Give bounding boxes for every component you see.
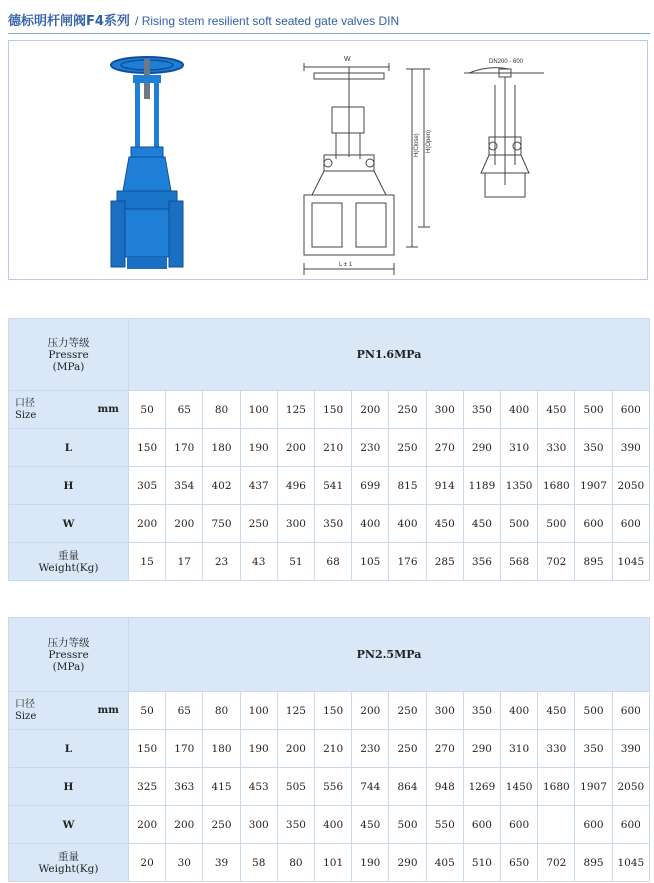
w-cell: 550: [426, 806, 463, 844]
size-cell: 65: [166, 391, 203, 429]
weight-cell: 30: [166, 844, 203, 882]
l-cell: 290: [463, 730, 500, 768]
weight-cell: 176: [389, 543, 426, 581]
h-cell: 914: [426, 467, 463, 505]
weight-cell: 23: [203, 543, 240, 581]
w-cell: 500: [389, 806, 426, 844]
w-cell: 450: [352, 806, 389, 844]
pressure-header-en: Pressre: [48, 648, 89, 661]
size-label-cn: 口径: [15, 397, 35, 409]
weight-cell: 68: [315, 543, 352, 581]
w-cell: 600: [575, 505, 612, 543]
w-cell: 400: [315, 806, 352, 844]
pressure-header-unit: (MPa): [52, 660, 85, 673]
spec-table-pn25: [8, 617, 650, 882]
w-cell: 400: [352, 505, 389, 543]
size-label-cell: [9, 391, 89, 429]
weight-cell: 80: [277, 844, 314, 882]
h-cell: 1189: [463, 467, 500, 505]
h-cell: 1907: [575, 768, 612, 806]
size-cell: 50: [129, 391, 166, 429]
l-cell: 390: [612, 730, 649, 768]
size-label-cn: 口径: [15, 698, 35, 710]
spec-table-pn16: [8, 318, 650, 581]
weight-cell: 702: [538, 844, 575, 882]
h-cell: 363: [166, 768, 203, 806]
size-unit: mm: [89, 692, 129, 730]
l-cell: 390: [612, 429, 649, 467]
weight-cell: 895: [575, 543, 612, 581]
w-cell: 250: [240, 505, 277, 543]
w-cell: 250: [203, 806, 240, 844]
w-cell: 600: [612, 505, 649, 543]
size-unit: mm: [89, 391, 129, 429]
w-cell: 400: [389, 505, 426, 543]
l-cell: 330: [538, 730, 575, 768]
row-label-w: W: [9, 505, 129, 543]
h-cell: 744: [352, 768, 389, 806]
l-cell: 200: [277, 730, 314, 768]
size-cell: 150: [315, 692, 352, 730]
size-cell: 350: [463, 391, 500, 429]
l-cell: 230: [352, 730, 389, 768]
l-cell: 210: [315, 429, 352, 467]
h-cell: 496: [277, 467, 314, 505]
w-cell: 350: [277, 806, 314, 844]
size-cell: 50: [129, 692, 166, 730]
weight-cell: 20: [129, 844, 166, 882]
size-label-cell: [9, 692, 89, 730]
l-cell: 150: [129, 429, 166, 467]
h-cell: 864: [389, 768, 426, 806]
weight-cell: 15: [129, 543, 166, 581]
weight-cell: 58: [240, 844, 277, 882]
weight-cell: 17: [166, 543, 203, 581]
w-cell: 600: [612, 806, 649, 844]
size-cell: 450: [538, 391, 575, 429]
h-close-label: H(Close): [414, 133, 420, 157]
l-cell: 250: [389, 730, 426, 768]
h-open-label: H(Open): [426, 129, 432, 153]
size-cell: 80: [203, 692, 240, 730]
weight-cell: 285: [426, 543, 463, 581]
size-cell: 200: [352, 692, 389, 730]
w-cell: 600: [501, 806, 538, 844]
weight-cell: 190: [352, 844, 389, 882]
w-cell: 300: [277, 505, 314, 543]
row-label-h: H: [9, 467, 129, 505]
w-cell: 200: [129, 806, 166, 844]
l-cell: 270: [426, 429, 463, 467]
pressure-header: [9, 618, 129, 692]
size-cell: 600: [612, 692, 649, 730]
l-dimension-label: L ± 1: [339, 262, 353, 268]
weight-cell: 702: [538, 543, 575, 581]
h-cell: 1680: [538, 467, 575, 505]
size-cell: 125: [277, 692, 314, 730]
row-label-weight: [9, 543, 129, 581]
dn-range-label: DN200 - 600: [489, 59, 524, 65]
w-cell: 200: [166, 505, 203, 543]
size-cell: 250: [389, 391, 426, 429]
weight-label-en: Weight(Kg): [38, 862, 99, 875]
row-label-weight: [9, 844, 129, 882]
valve-photo: [97, 51, 197, 273]
size-cell: 80: [203, 391, 240, 429]
size-cell: 100: [240, 391, 277, 429]
weight-cell: 895: [575, 844, 612, 882]
l-cell: 210: [315, 730, 352, 768]
size-cell: 300: [426, 692, 463, 730]
product-image-panel: [8, 40, 648, 280]
h-cell: 1269: [463, 768, 500, 806]
l-cell: 350: [575, 730, 612, 768]
l-cell: 150: [129, 730, 166, 768]
size-cell: 400: [501, 692, 538, 730]
l-cell: 180: [203, 730, 240, 768]
w-cell: 600: [575, 806, 612, 844]
weight-label-en: Weight(Kg): [38, 561, 99, 574]
row-label-l: L: [9, 730, 129, 768]
size-cell: 450: [538, 692, 575, 730]
weight-cell: 405: [426, 844, 463, 882]
weight-cell: 568: [501, 543, 538, 581]
weight-label-cn: 重量: [58, 850, 79, 863]
l-cell: 190: [240, 429, 277, 467]
size-cell: 150: [315, 391, 352, 429]
size-cell: 100: [240, 692, 277, 730]
size-label-en: Size: [15, 710, 37, 722]
w-cell: 500: [501, 505, 538, 543]
h-cell: 948: [426, 768, 463, 806]
h-cell: 1450: [501, 768, 538, 806]
w-cell: [538, 806, 575, 844]
size-cell: 500: [575, 692, 612, 730]
weight-cell: 356: [463, 543, 500, 581]
w-cell: 750: [203, 505, 240, 543]
w-cell: 500: [538, 505, 575, 543]
h-cell: 1350: [501, 467, 538, 505]
size-cell: 500: [575, 391, 612, 429]
h-cell: 437: [240, 467, 277, 505]
l-cell: 250: [389, 429, 426, 467]
w-cell: 200: [166, 806, 203, 844]
h-cell: 505: [277, 768, 314, 806]
l-cell: 350: [575, 429, 612, 467]
l-cell: 230: [352, 429, 389, 467]
h-cell: 2050: [612, 467, 649, 505]
valve-large-size-drawing: [449, 55, 559, 215]
title-divider: [8, 33, 650, 34]
h-cell: 556: [315, 768, 352, 806]
weight-cell: 51: [277, 543, 314, 581]
size-cell: 125: [277, 391, 314, 429]
l-cell: 330: [538, 429, 575, 467]
page-title: [8, 10, 648, 32]
h-cell: 354: [166, 467, 203, 505]
weight-cell: 510: [463, 844, 500, 882]
size-label-en: Size: [15, 409, 37, 421]
weight-cell: 101: [315, 844, 352, 882]
valve-dimension-drawing: [294, 47, 444, 279]
h-cell: 325: [129, 768, 166, 806]
weight-cell: 290: [389, 844, 426, 882]
weight-cell: 105: [352, 543, 389, 581]
weight-cell: 650: [501, 844, 538, 882]
pressure-header-cn: 压力等级: [47, 636, 90, 649]
l-cell: 170: [166, 429, 203, 467]
weight-cell: 1045: [612, 844, 649, 882]
w-cell: 350: [315, 505, 352, 543]
h-cell: 815: [389, 467, 426, 505]
h-cell: 402: [203, 467, 240, 505]
h-cell: 453: [240, 768, 277, 806]
size-cell: 200: [352, 391, 389, 429]
weight-cell: 39: [203, 844, 240, 882]
weight-label-cn: 重量: [58, 549, 79, 562]
h-cell: 305: [129, 467, 166, 505]
weight-cell: 1045: [612, 543, 649, 581]
l-cell: 290: [463, 429, 500, 467]
w-cell: 200: [129, 505, 166, 543]
l-cell: 310: [501, 730, 538, 768]
size-cell: 300: [426, 391, 463, 429]
title-english: / Rising stem resilient soft seated gate valves DIN: [135, 14, 400, 28]
h-cell: 541: [315, 467, 352, 505]
size-cell: 600: [612, 391, 649, 429]
h-cell: 1907: [575, 467, 612, 505]
size-cell: 65: [166, 692, 203, 730]
l-cell: 310: [501, 429, 538, 467]
l-cell: 180: [203, 429, 240, 467]
h-cell: 415: [203, 768, 240, 806]
pressure-rating: PN2.5MPa: [129, 618, 650, 692]
l-cell: 170: [166, 730, 203, 768]
w-cell: 450: [426, 505, 463, 543]
row-label-h: H: [9, 768, 129, 806]
row-label-w: W: [9, 806, 129, 844]
size-cell: 250: [389, 692, 426, 730]
size-cell: 350: [463, 692, 500, 730]
l-cell: 270: [426, 730, 463, 768]
w-cell: 300: [240, 806, 277, 844]
title-chinese: 德标明杆闸阀F4系列: [8, 14, 130, 29]
pressure-header-cn: 压力等级: [47, 336, 90, 349]
h-cell: 2050: [612, 768, 649, 806]
weight-cell: 43: [240, 543, 277, 581]
l-cell: 190: [240, 730, 277, 768]
h-cell: 699: [352, 467, 389, 505]
pressure-header-unit: (MPa): [52, 360, 85, 373]
l-cell: 200: [277, 429, 314, 467]
h-cell: 1680: [538, 768, 575, 806]
pressure-rating: PN1.6MPa: [129, 319, 650, 391]
pressure-header-en: Pressre: [48, 348, 89, 361]
size-cell: 400: [501, 391, 538, 429]
row-label-l: L: [9, 429, 129, 467]
w-cell: 450: [463, 505, 500, 543]
w-dimension-label: W: [344, 56, 351, 63]
w-cell: 600: [463, 806, 500, 844]
pressure-header: [9, 319, 129, 391]
